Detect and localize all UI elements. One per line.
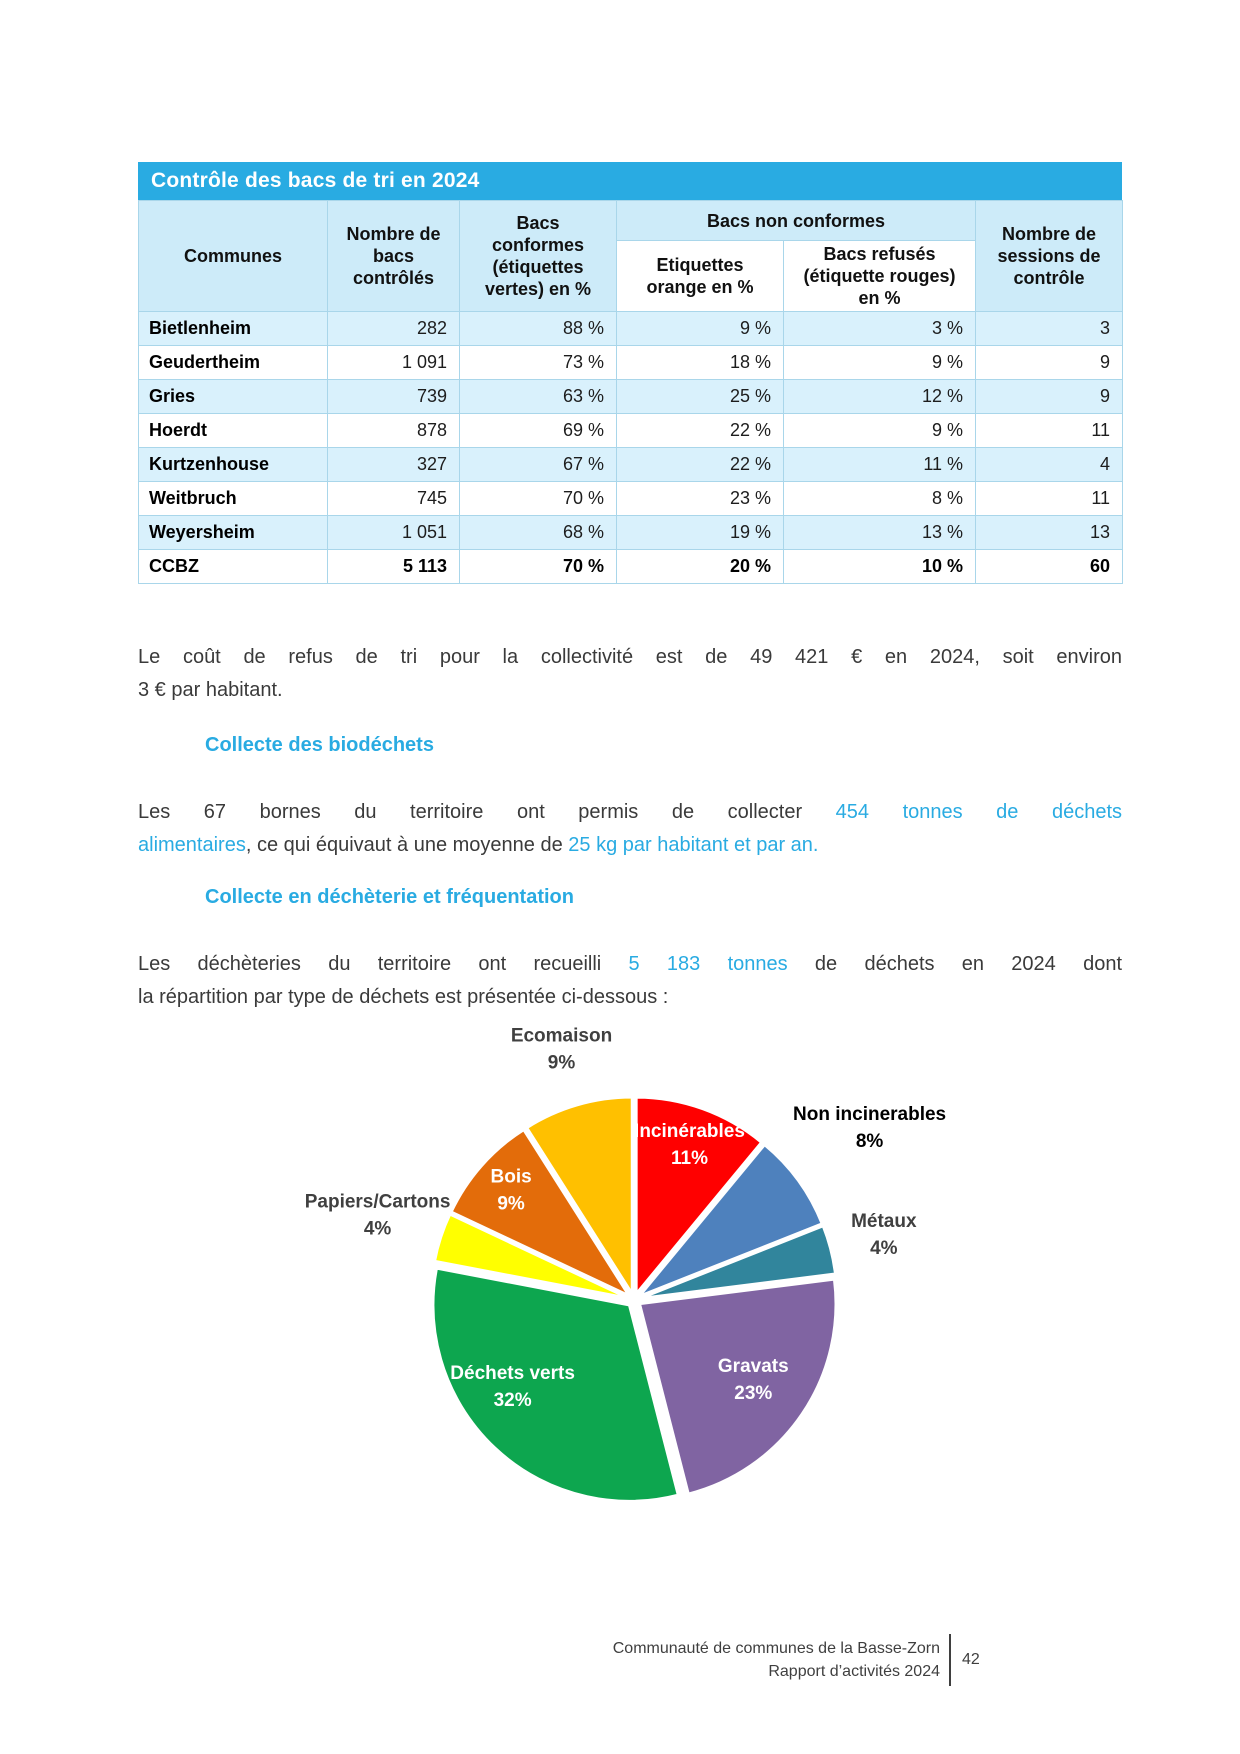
value-cell: 8 % [784, 482, 976, 516]
header-bacs-conformes: Bacs conformes (étiquettes vertes) en % [460, 201, 617, 312]
value-cell: 739 [328, 380, 460, 414]
heading-collecte-biodechets: Collecte des biodéchets [205, 734, 434, 756]
text-line [138, 674, 1122, 707]
pie-label-gravats: Gravats 23% [717, 1356, 789, 1405]
control-table-section [138, 162, 1122, 584]
page-number: 42 [962, 1651, 980, 1668]
text-line [138, 641, 1122, 674]
header-nb-bacs: Nombre de bacs contrôlés [328, 201, 460, 312]
paragraph-refus-cost [138, 641, 1122, 707]
value-cell: 4 [976, 448, 1123, 482]
highlighted-text: 5 183 tonnes [628, 953, 788, 975]
pie-label-non-incinerables: Non incinerables 8% [793, 1103, 947, 1152]
header-etiquettes-orange: Etiquettes orange en % [617, 241, 784, 312]
highlighted-text: 454 tonnes de déchets [835, 801, 1122, 823]
body-text: , ce qui équivaut à une moyenne de [245, 834, 569, 856]
value-cell: 22 % [617, 448, 784, 482]
value-cell: 12 % [784, 380, 976, 414]
text-line [138, 948, 1122, 981]
pie-label-bois: Bois 9% [490, 1166, 532, 1215]
heading-collecte-decheterie: Collecte en déchèterie et fréquentation [205, 886, 574, 908]
value-cell: 9 % [784, 346, 976, 380]
value-cell: 23 % [617, 482, 784, 516]
value-cell: 88 % [460, 312, 617, 346]
value-cell: 22 % [617, 414, 784, 448]
value-cell: 327 [328, 448, 460, 482]
footer-report-line: Rapport d’activités 2024 [768, 1663, 940, 1680]
value-cell: 1 091 [328, 346, 460, 380]
footer-org-line: Communauté de communes de la Basse-Zorn [612, 1640, 940, 1657]
value-cell: 10 % [784, 550, 976, 584]
pie-label-m-taux: Métaux 4% [851, 1210, 917, 1259]
value-cell: 282 [328, 312, 460, 346]
header-sessions: Nombre de sessions de contrôle [976, 201, 1123, 312]
table-title-bar: Contrôle des bacs de tri en 2024 [138, 162, 1122, 200]
text-line [138, 796, 1122, 829]
value-cell: 69 % [460, 414, 617, 448]
commune-cell: Kurtzenhouse [139, 448, 328, 482]
header-bacs-refuses: Bacs refusés (étiquette rouges) en % [784, 241, 976, 312]
table-row [139, 380, 1123, 414]
body-text: Les 67 bornes du territoire ont permis de collecter [138, 801, 836, 823]
value-cell: 3 % [784, 312, 976, 346]
value-cell: 878 [328, 414, 460, 448]
waste-pie-chart [280, 1015, 1040, 1575]
table-body [139, 312, 1123, 584]
commune-cell: Hoerdt [139, 414, 328, 448]
body-text: la répartition par type de déchets est présentée ci-dessous : [138, 986, 669, 1008]
value-cell: 13 [976, 516, 1123, 550]
value-cell: 11 % [784, 448, 976, 482]
highlighted-text: 25 kg par habitant et par an. [568, 834, 819, 856]
value-cell: 67 % [460, 448, 617, 482]
value-cell: 70 % [460, 482, 617, 516]
value-cell: 19 % [617, 516, 784, 550]
value-cell: 70 % [460, 550, 617, 584]
table-row [139, 550, 1123, 584]
control-table [138, 200, 1123, 584]
body-text: Le coût de refus de tri pour la collectivité est de 49 421 € en 2024, soit environ [138, 646, 1122, 668]
table-row [139, 414, 1123, 448]
pie-label-papiers-cartons: Papiers/Cartons 4% [304, 1191, 451, 1240]
table-row [139, 448, 1123, 482]
value-cell: 9 [976, 346, 1123, 380]
commune-cell: Weyersheim [139, 516, 328, 550]
header-communes: Communes [139, 201, 328, 312]
text-line [138, 829, 1122, 862]
value-cell: 60 [976, 550, 1123, 584]
commune-cell: Gries [139, 380, 328, 414]
value-cell: 13 % [784, 516, 976, 550]
table-row [139, 516, 1123, 550]
value-cell: 1 051 [328, 516, 460, 550]
value-cell: 745 [328, 482, 460, 516]
body-text: 3 € par habitant. [138, 679, 283, 701]
value-cell: 18 % [617, 346, 784, 380]
value-cell: 11 [976, 482, 1123, 516]
commune-cell: Geudertheim [139, 346, 328, 380]
value-cell: 11 [976, 414, 1123, 448]
pie-label-ecomaison: Ecomaison 9% [510, 1025, 613, 1074]
pie-label-d-chets-verts: Déchets verts 32% [450, 1363, 575, 1412]
paragraph-biodechets [138, 796, 1122, 862]
text-line [138, 981, 1122, 1014]
commune-cell: CCBZ [139, 550, 328, 584]
table-row [139, 482, 1123, 516]
footer-divider [949, 1634, 951, 1686]
header-bacs-non-conformes: Bacs non conformes [617, 201, 976, 241]
body-text: Les déchèteries du territoire ont recueilli [138, 953, 629, 975]
value-cell: 5 113 [328, 550, 460, 584]
value-cell: 9 [976, 380, 1123, 414]
value-cell: 9 % [784, 414, 976, 448]
commune-cell: Weitbruch [139, 482, 328, 516]
paragraph-decheteries [138, 948, 1122, 1014]
table-row [139, 346, 1123, 380]
page-footer [550, 1634, 990, 1686]
value-cell: 25 % [617, 380, 784, 414]
value-cell: 68 % [460, 516, 617, 550]
highlighted-text: alimentaires [138, 834, 246, 856]
value-cell: 3 [976, 312, 1123, 346]
value-cell: 73 % [460, 346, 617, 380]
value-cell: 20 % [617, 550, 784, 584]
body-text: de déchets en 2024 dont [787, 953, 1123, 975]
footer-text [550, 1637, 940, 1683]
pie-label-incin-rables: Incinérables 11% [634, 1120, 745, 1169]
value-cell: 9 % [617, 312, 784, 346]
table-row [139, 312, 1123, 346]
commune-cell: Bietlenheim [139, 312, 328, 346]
value-cell: 63 % [460, 380, 617, 414]
